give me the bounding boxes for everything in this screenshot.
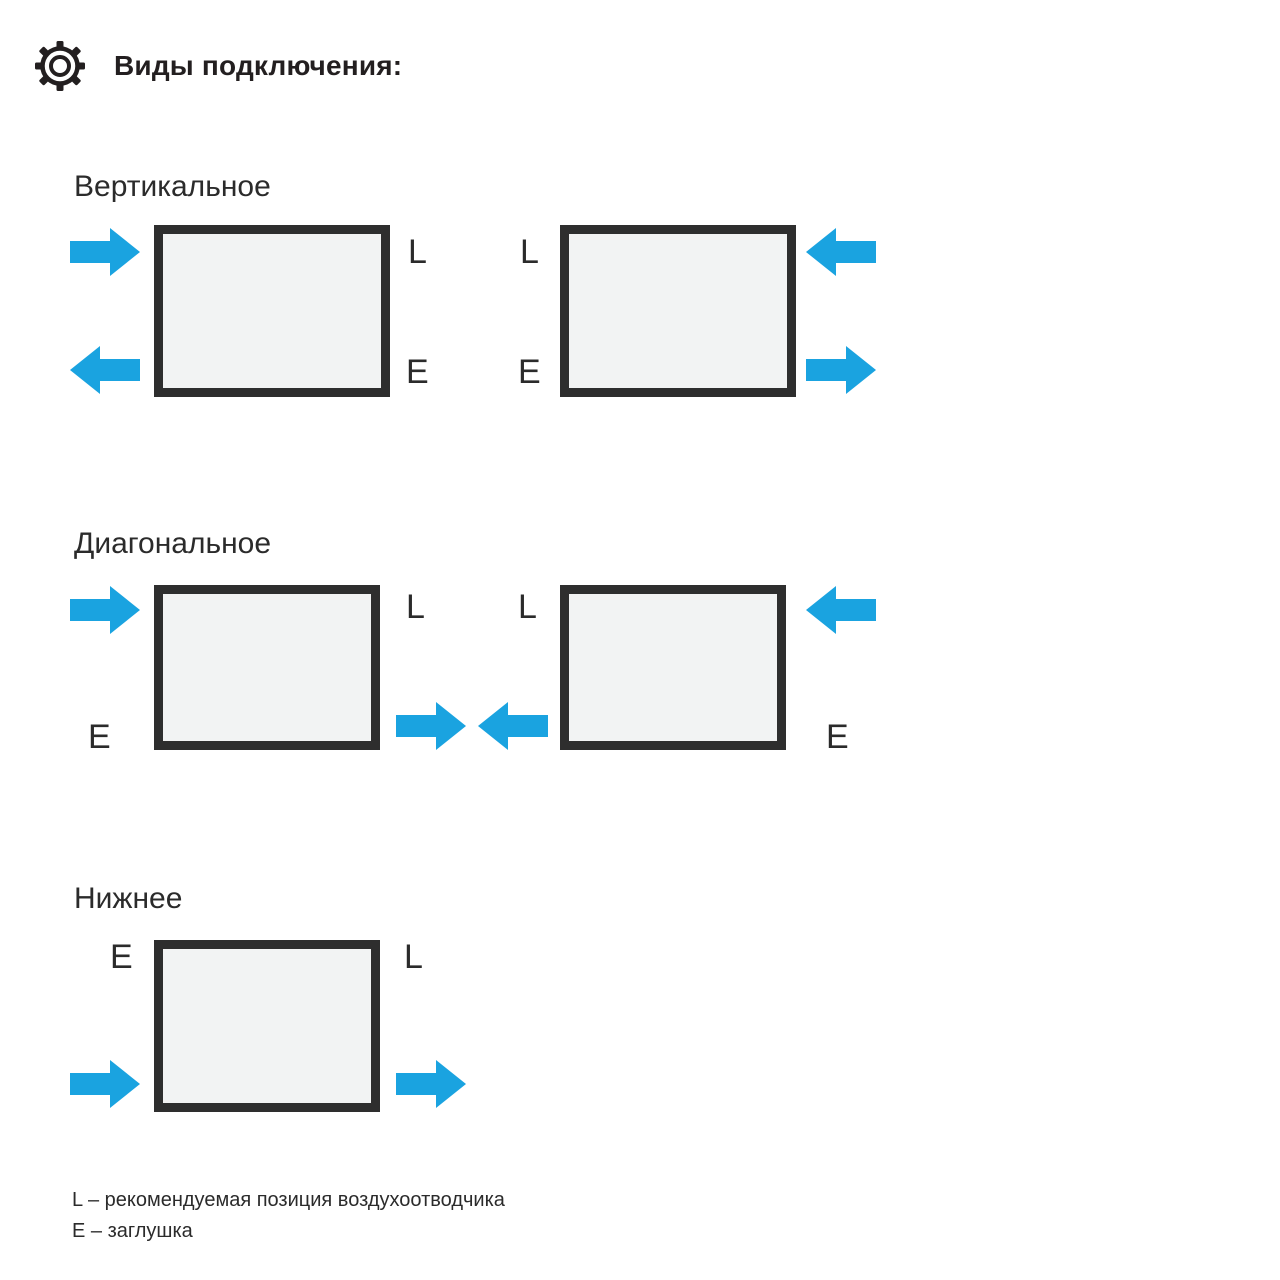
- radiator-body: [560, 585, 786, 750]
- radiator-body: [154, 225, 390, 397]
- label-L: L: [404, 938, 423, 976]
- arrow-out-right-bottom: [396, 1058, 466, 1110]
- radiator-body: [154, 585, 380, 750]
- label-L: L: [518, 588, 537, 626]
- radiator-body: [154, 940, 380, 1112]
- section-title-bottom: Нижнее: [74, 882, 183, 915]
- page-title: Виды подключения:: [114, 50, 403, 81]
- legend-line-air-vent: L – рекомендуемая позиция воздухоотводчика: [72, 1189, 505, 1211]
- section-title-diagonal: Диагональное: [74, 527, 272, 560]
- label-E: E: [826, 718, 849, 756]
- label-L: L: [408, 233, 427, 271]
- label-E: E: [110, 938, 133, 976]
- label-L: L: [520, 233, 539, 271]
- page-header: [34, 40, 402, 92]
- arrow-in-left-top: [70, 226, 140, 278]
- arrow-out-left-bottom: [478, 700, 548, 752]
- label-E: E: [518, 353, 541, 391]
- arrow-out-right-bottom: [806, 344, 876, 396]
- legend-line-plug: E – заглушка: [72, 1220, 193, 1242]
- arrow-out-left-bottom: [70, 344, 140, 396]
- arrow-in-left-top: [70, 584, 140, 636]
- arrow-in-right-top: [806, 226, 876, 278]
- legend: [72, 1185, 505, 1247]
- label-E: E: [88, 718, 111, 756]
- arrow-in-left-bottom: [70, 1058, 140, 1110]
- radiator-body: [560, 225, 796, 397]
- arrow-in-right-top: [806, 584, 876, 636]
- arrow-out-right-bottom: [396, 700, 466, 752]
- label-L: L: [406, 588, 425, 626]
- section-title-vertical: Вертикальное: [74, 170, 271, 203]
- gear-icon: [34, 40, 86, 92]
- label-E: E: [406, 353, 429, 391]
